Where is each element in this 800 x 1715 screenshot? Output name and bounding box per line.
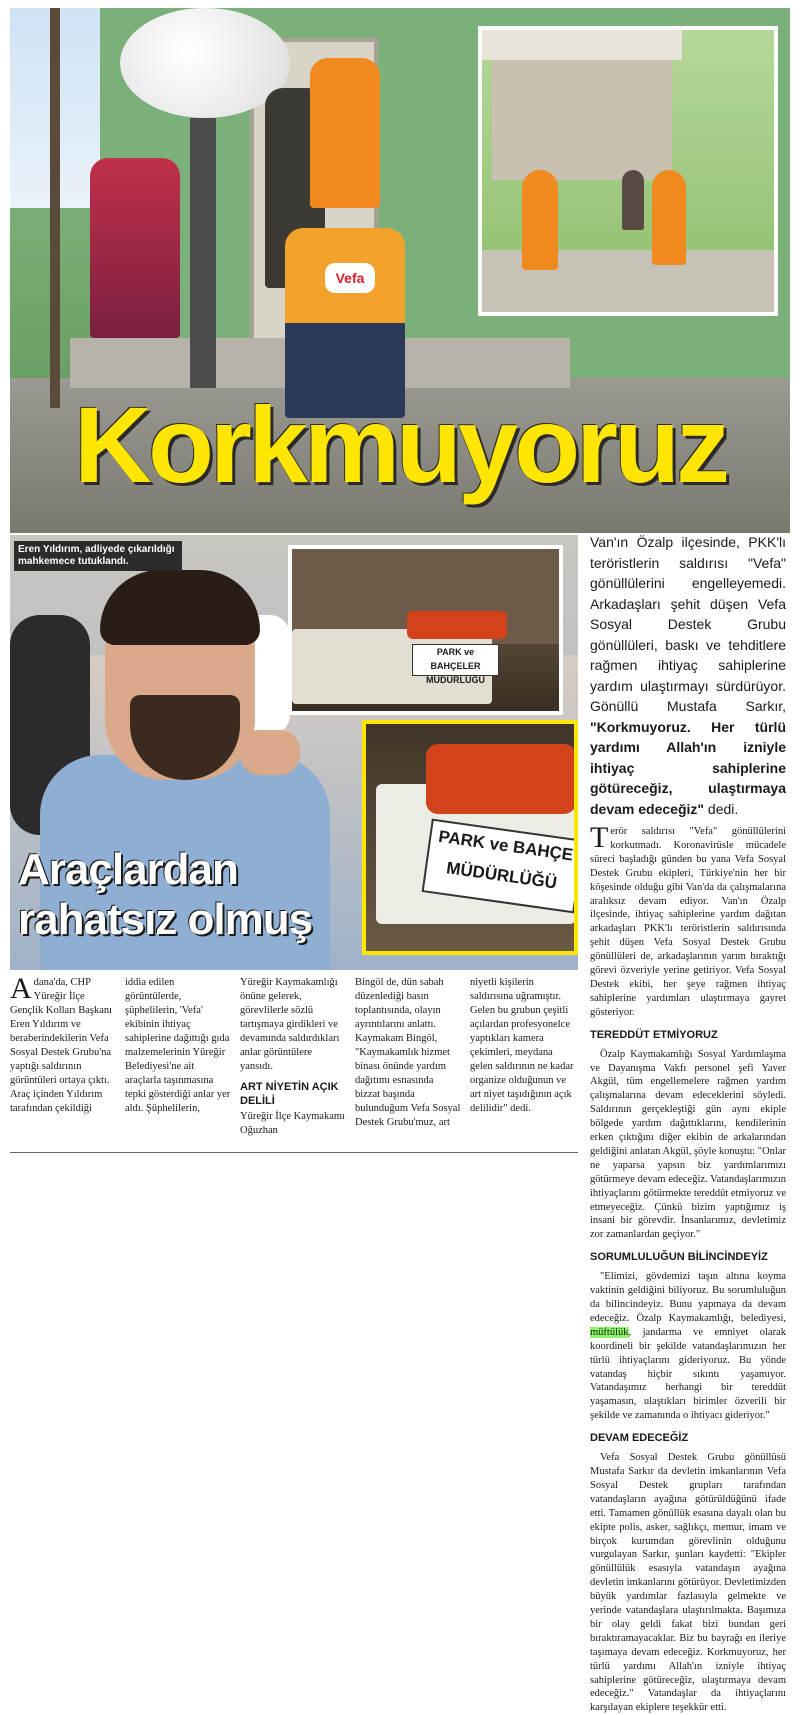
section-title: TEREDDÜT ETMİYORUZ [590,1028,718,1041]
resident-figure [622,170,644,230]
lead-quote: "Korkmuyoruz. Her türlü yardımı Allah'ın izniyle ihtiyaç sahiplerine götüreceğiz, ulaştırmaya devam edeceğiz" [590,718,786,817]
story-column-5 [470,976,576,1116]
truck-cargo [407,611,507,639]
truck-cargo [426,744,576,814]
truck-sign-line-1: PARK ve BAHÇE [437,826,575,865]
section-title: SORUMLULUĞUN BİLİNCİNDEYİZ [590,1251,768,1264]
story-column-2 [125,976,231,1116]
section-title: DEVAM EDECEĞİZ [590,1432,689,1445]
column-text-body: dana'da, CHP Yüreğir İlçe Gençlik Kolları Başkanı Eren Yıldırım ve beraberindekilerin Vefa Sosyal Destek Grubu'na yaptığı saldırının görüntüleri ortaya çıktı. Araç içinden Yıldırım tarafından çekildiği [10,977,113,1114]
volunteer-figure [310,58,380,208]
story-column-3 [240,976,346,1138]
inset-photo-truck-night [288,545,563,715]
hand [240,730,300,775]
metal-pole [190,118,216,388]
column-text [10,972,116,1116]
lead-paragraph [590,532,786,819]
section-text-part: , jandarma ve emniyet olarak koordineli bir şekilde vatandaşlarımızın her türlü ihtiyaçlarını gideriyoruz. Bu yönde vatandaş hiçbir sıkıntı yaşamıyor. Vatandaşımız herhangi bir tereddüt yaşamasın, ulaştıkları birimler özverili bir şekilde ve zamanında o ihtiyacı gideriyor." [590,1326,786,1422]
inset-photo-house [478,26,778,316]
section-text [590,1270,786,1423]
truck-sign: PARK ve BAHÇELER MÜDÜRLÜĞÜ [412,644,499,676]
column-text: Yüreğir İlçe Kaymakamı Oğuzhan [240,1111,345,1136]
volunteer-carrying-box [522,170,558,270]
woman-figure [90,158,180,338]
volunteer-walking [652,170,686,265]
house [492,40,672,180]
section-text-part: "Elimizi, gövdemizi taşın altına koyma vaktinin geldiğini biliyoruz. Bu sorumluluğun da bilincindeyiz. Bunu yapmaya da devam edeceğiz. Özalp Kaymakamlığı, belediyesi, [590,1271,786,1324]
photo-caption: Eren Yıldırım, adliyede çıkarıldığı mahkemece tutuklandı. [14,541,182,571]
man-hair [100,570,260,645]
column-subtitle: ART NİYETİN AÇIK DELİLİ [240,1081,339,1107]
right-body [590,821,786,1715]
sub-headline-line-2: rahatsız olmuş [18,895,313,944]
truck-sign-line-2: MÜDÜRLÜĞÜ [445,858,559,893]
vefa-logo: Vefa [325,263,375,293]
section-text: Özalp Kaymakamlığı Sosyal Yardımlaşma ve Dayanışma Vakfı personel şefi Yaver Akgül, tüm engellemelere rağmen yardım çalışmalarına devam edeceklerini söyledi. Saldırının gerçekleştiği gün aynı ekiple bölgede yardım dağıttıklarını, kendilerinin erken çıktığını diğer ekibin de arkalarından geldiğini anlatan Akgül, şöyle konuştu: "Onlar ne yaparsa yapsın biz yardımlarımızı götürmeye devam edeceğiz. Vatandaşlarımızın ihtiyaçlarını götürmekte tereddüt etmiyoruz ve etmeyeceğiz. Çünkü bizim yaptığımız iş insani bir görevdir. İnsanlarımız, devletimiz zor zamanlardan geçiyor." [590,1048,786,1241]
highlighted-word: müftülük [590,1326,629,1338]
lead-end: dedi. [707,800,739,817]
story-column-1 [10,972,116,1116]
story-column-4 [355,976,461,1130]
house-roof [482,30,682,60]
right-story [590,532,786,1715]
headline: Korkmuyoruz [73,384,727,505]
utility-pole [50,8,60,408]
lead-text: Van'ın Özalp ilçesinde, PKK'lı teröristlerin saldırısı "Vefa" gönüllülerini engelleyemedi. Arkadaşları şehit düşen Vefa Sosyal Destek Grubu gönüllüleri, baskı ve tehditlere rağmen ihtiyaç sahiplerine yardım ulaştırmayı sürdürüyor. Gönüllü Mustafa Sarkır, [590,534,786,714]
section-text: Vefa Sosyal Destek Grubu gönüllüsü Mustafa Sarkır da devletin imkanlarının Vefa Sosyal Destek grupları tarafından vatandaşların ayağına götürüldüğünü ifade etti. Tamamen gönüllük esasına dayalı olan bu ekipte polis, asker, sağlıkçı, memur, imam ve birçok kurumdan görevlinin olduğunu vurgulayan Sarkır, şunları kaydetti: "Ekipler gönüllülük esasıyla vatandaşın ayağına devletin imkanlarını götürüyor. Devletimizden büyük yardımlar fazlasıyla gelmekte ve yerinde vatandaşlara ulaştırılmakta. Başımıza bir olay geldi fakat bizi bundan geri bıraktıramayacaklar. Biz bu bayrağı en ileriye taşımaya devam edeceğiz. Korkmuyoruz, her türlü yardımı Allah'ın izniyle ihtiyaç sahiplerine götüreceğiz, ulaştırmaya devam edeceğiz." Vatandaşlar da ihtiyaçlarını karşılayan ekiplere teşekkür etti. [590,1452,786,1714]
divider-line [10,1152,578,1153]
column-text: Yüreğir Kaymakamlığı önüne gelerek, görevlilerle sözlü tartışmaya girdikleri ve devamında saldırdıkları anlar görüntülere yansıdı. [240,977,340,1072]
intro-paragraph [590,821,786,1020]
drop-cap: T [590,821,609,854]
column-text: niyetli kişilerin saldırısına uğramıştır. Gelen bu grubun çeşitli açılardan profesyonelce yaptıkları kamera çekimleri, meydana gelen saldırının ne kadar organize olduğunun ve art niyet taşıdığının açık delilidir" dedi. [470,977,574,1114]
sub-headline-line-1: Araçlardan [18,845,238,894]
intro-text: erör saldırısı "Vefa" gönüllülerini korkutmadı. Koronavirüsle mücadele süreci başladığı günden bu yana Vefa Sosyal Destek Grubu ekipleri, Türkiye'nin her bir köşesinde olduğu gibi Van'da da çalışmalarına aralıksız devam ediyor. Van'ın Özalp ilçesinde, ihtiyaç sahiplerine yardım dağıtan arkadaşları PKK'lı teröristlerin saldırısında şehit düşen Vefa Sosyal Destek Grubu gönüllüleri de, arkadaşlarının yarım bıraktığı görevi özveriyle yerine getiriyor. Vefa Sosyal Destek ekibi, her şeye rağmen ihtiyaç sahiplerine yardımları ulaştırmaya gayret gösteriyor. [590,826,786,1018]
column-text: iddia edilen görüntülerde, şüphelilerin, 'Vefa' ekibinin ihtiyaç sahiplerine dağıttığı gıda malzemelerinin Yüreğir Belediyesi'ne ait araçlarla taşınmasına tepki gösterdiği anlar yer aldı. Şüphelilerin, [125,977,231,1114]
drop-cap: A [10,972,32,1005]
column-text: Bingöl de, dün sabah düzenlediği basın toplantısında, olayın ayrıntılarını anlattı. Kaymakam Bingöl, "Kaymakamlık hizmet binası önünde yardım dağıtımı esnasında bizzat başında bulunduğum Vefa Sosyal Destek Grubu'muz, art [355,977,461,1128]
sub-headline [18,845,398,945]
